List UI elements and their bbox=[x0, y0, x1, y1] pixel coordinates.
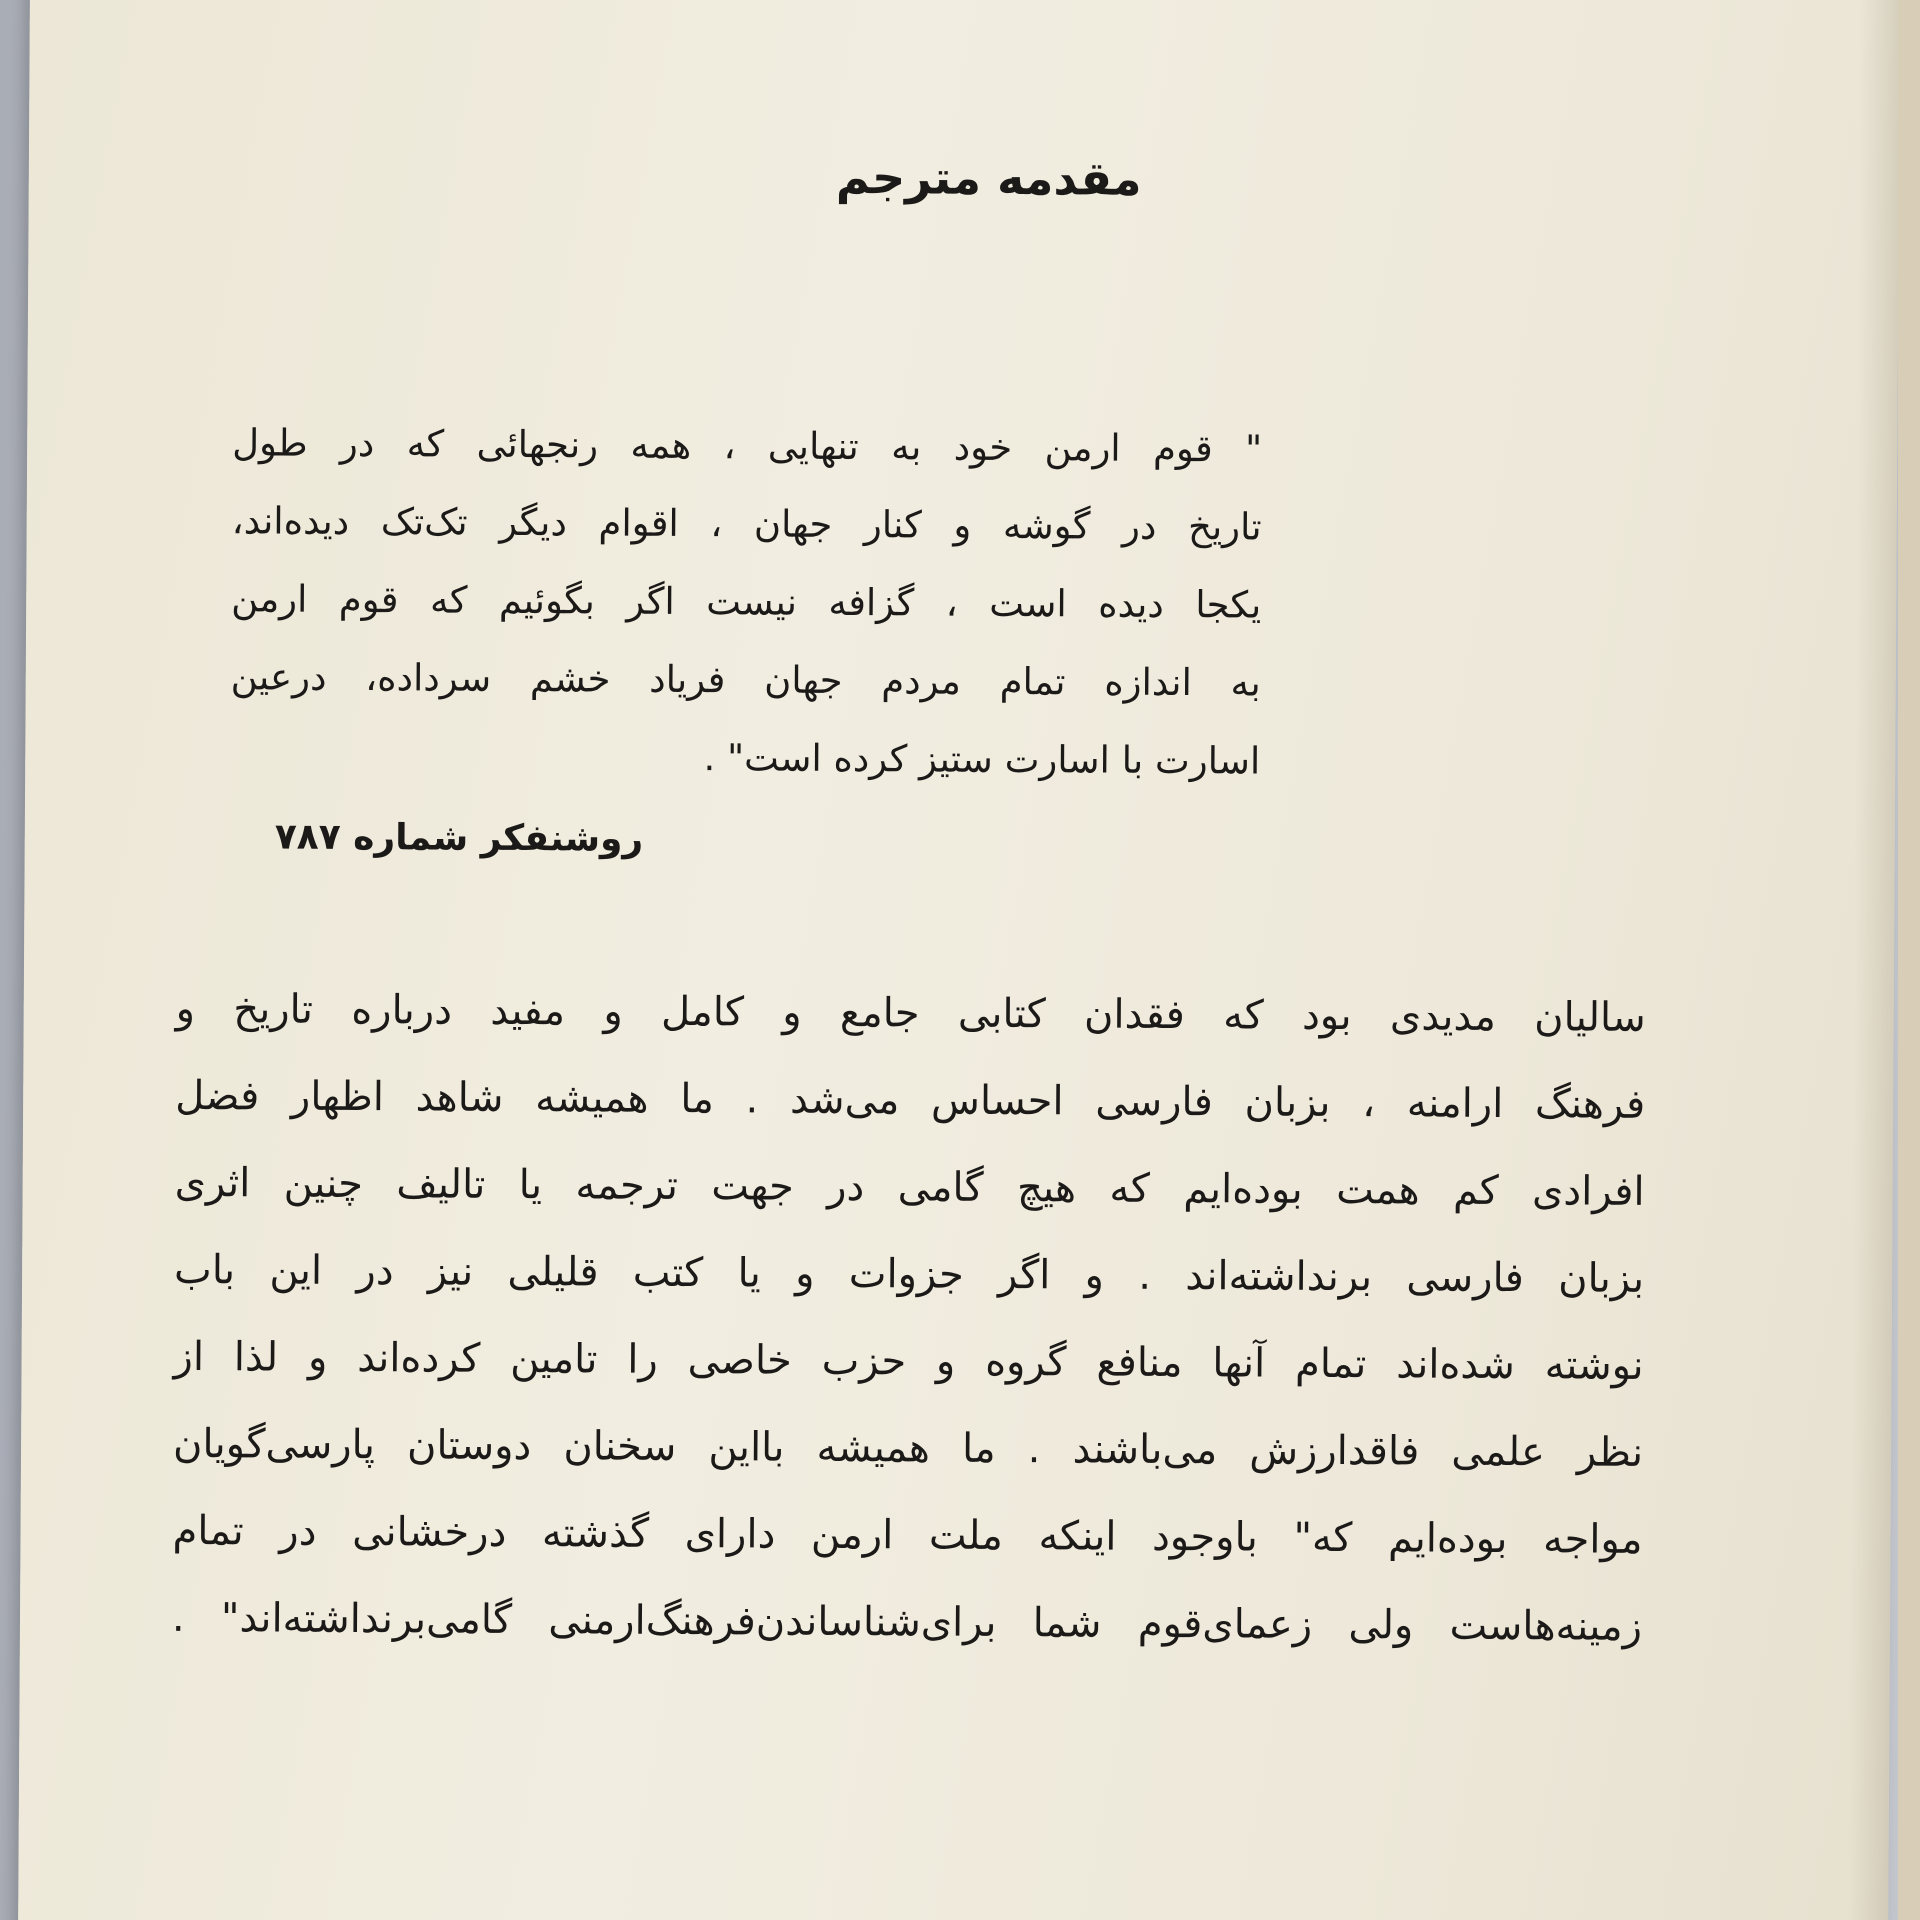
body-line-8: زمینه‌هاست ولی زعمای‌قوم شما برای‌شناساندن‌فرهنگ‌ارمنی گامی‌برنداشته‌اند" . bbox=[171, 1594, 1643, 1650]
page-edge bbox=[1898, 0, 1920, 1920]
quote-line-3: یکجا دیده است ، گزافه نیست اگر بگوئیم که قوم ارمن bbox=[231, 577, 1262, 627]
body-line-7: مواجه بوده‌ایم که" باوجود اینکه ملت ارمن دارای گذشته درخشانی در تمام bbox=[172, 1507, 1643, 1563]
body-line-2: فرهنگ ارامنه ، بزبان فارسی احساس می‌شد . ما همیشه شاهد اظهار فضل bbox=[175, 1072, 1646, 1128]
quote-line-1: " قوم ارمن خود به تنهایی ، همه رنجهائی که در طول bbox=[232, 421, 1263, 471]
book-page bbox=[18, 0, 1900, 1920]
quote-line-4: به اندازه تمام مردم جهان فریاد خشم سرداده، درعین bbox=[230, 655, 1261, 705]
quote-line-5: اسارت با اسارت ستیز کرده است" . bbox=[703, 736, 1261, 783]
body-line-3: افرادی کم همت بوده‌ایم که هیچ گامی در جهت ترجمه یا تالیف چنین اثری bbox=[174, 1159, 1645, 1215]
body-line-4: بزبان فارسی برنداشته‌اند . و اگر جزوات و یا کتب قلیلی نیز در این باب bbox=[173, 1246, 1645, 1302]
quote-line-2: تاریخ در گوشه و کنار جهان ، اقوام دیگر تک‌تک دیده‌اند، bbox=[231, 499, 1262, 549]
body-line-5: نوشته شده‌اند تمام آنها منافع گروه و حزب خاصی را تامین کرده‌اند و لذا از bbox=[173, 1333, 1644, 1389]
body-line-1: سالیان مدیدی بود که فقدان کتابی جامع و کامل و مفید درباره تاریخ و bbox=[175, 985, 1646, 1041]
page-title: مقدمه مترجم bbox=[835, 149, 1142, 206]
quote-source: روشنفکر شماره ۷۸۷ bbox=[274, 816, 644, 860]
body-line-6: نظر علمی فاقدارزش می‌باشند . ما همیشه بااین سخنان دوستان پارسی‌گویان bbox=[172, 1420, 1644, 1476]
